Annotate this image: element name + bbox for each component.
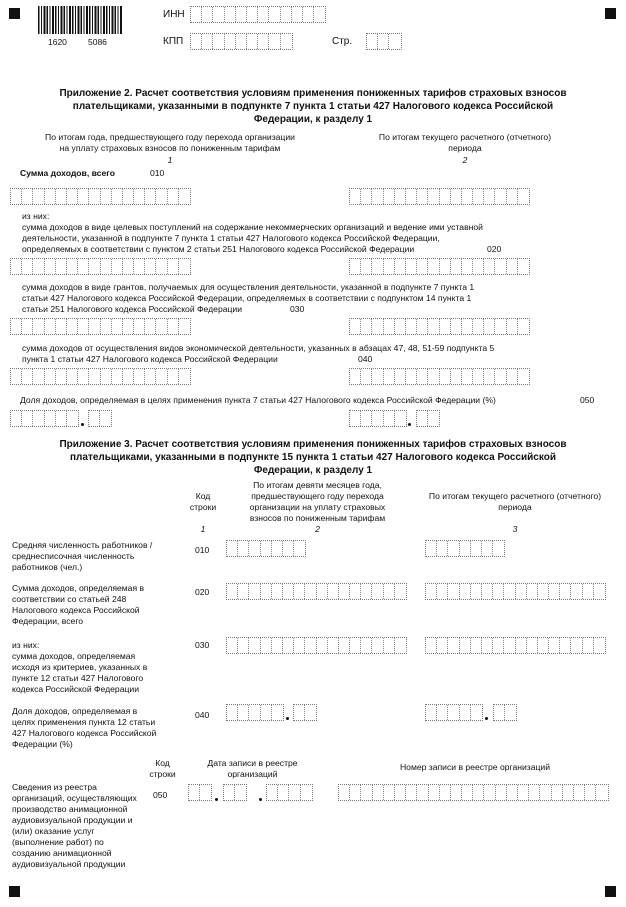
corner-marker-bottom-left (9, 886, 20, 897)
app3-reg-date-header-line1: Дата записи в реестре (207, 758, 298, 768)
app3-reg-code-header-line1: Код (155, 758, 170, 768)
kpp-field[interactable] (190, 33, 293, 50)
app3-r010-col2-field[interactable] (226, 540, 306, 557)
app3-r030-line4: пункте 12 статьи 427 Налогового (12, 673, 144, 683)
app3-col2-number: 2 (315, 524, 320, 534)
app3-r050-line6: (выполнение работ) по (12, 837, 104, 847)
app3-col2-header-line3: организации на уплату страховых (249, 502, 386, 512)
app3-col3-header-line1: По итогам текущего расчетного (отчетного) (428, 491, 602, 501)
app3-r040-col3-int-field[interactable] (425, 704, 483, 721)
app2-r030-col2-field[interactable] (349, 318, 530, 335)
app3-col2-header-line2: предшествующего году перехода (251, 491, 384, 501)
app3-r010-code: 010 (195, 545, 210, 555)
app3-title-line3: Федерации, к разделу 1 (253, 465, 373, 476)
app2-r010-code: 010 (150, 168, 165, 178)
app2-r040-line2: пункта 1 статьи 427 Налогового кодекса Российской Федерации (22, 354, 278, 364)
app3-r030-col2-field[interactable] (226, 637, 407, 654)
app3-r020-line3: Налогового кодекса Российской (12, 605, 140, 615)
corner-marker-top-left (9, 8, 20, 19)
app3-r030-line1: из них: (12, 640, 40, 650)
app3-r010-line1: Средняя численность работников / (12, 540, 153, 550)
barcode-number-left: 1620 (48, 37, 67, 47)
app3-code-header-line1: Код (195, 491, 211, 501)
app3-r050-line1: Сведения из реестра (12, 782, 97, 792)
app3-r010-line2: среднесписочная численность (12, 551, 135, 561)
app3-r040-col2-int-field[interactable] (226, 704, 284, 721)
app2-r050-code: 050 (580, 395, 595, 405)
app3-r040-col2-frac-field[interactable] (293, 704, 317, 721)
app2-r050-col1-int-field[interactable] (10, 410, 79, 427)
app2-r030-line1: сумма доходов в виде грантов, получаемых для осуществления деятельности, указанной в подпункте 7 пункта 1 (22, 282, 475, 292)
app3-code-header-line2: строки (189, 502, 217, 512)
app3-r030-line3: исходя из критериев, указанных в (12, 662, 148, 672)
app3-r030-col3-field[interactable] (425, 637, 606, 654)
app3-r050-code: 050 (153, 790, 168, 800)
app2-r030-line3: статьи 251 Налогового кодекса Российской Федерации (22, 304, 243, 314)
corner-marker-top-right (605, 8, 616, 19)
app3-r020-col2-field[interactable] (226, 583, 407, 600)
app2-r020-line2: деятельности, указанной в подпункте 7 пункта 1 статьи 427 Налогового кодекса Российской Федерации, (22, 233, 440, 243)
app3-reg-number-header: Номер записи в реестре организаций (399, 762, 551, 772)
page-number-field[interactable] (366, 33, 402, 50)
app2-r050-label: Доля доходов, определяемая в целях применения пункта 7 статьи 427 Налогового кодекса Российской Федерации (%) (20, 395, 496, 405)
app2-col1-number: 1 (167, 155, 173, 165)
app2-title-line1: Приложение 2. Расчет соответствия условиям применения пониженных тарифов страховых взносов (59, 88, 567, 99)
app2-r040-col1-field[interactable] (10, 368, 191, 385)
app3-r050-line7: созданию анимационной (12, 848, 112, 858)
app3-r040-col3-frac-field[interactable] (493, 704, 517, 721)
app3-r010-col3-field[interactable] (425, 540, 505, 557)
app3-r040-line2: целях применения пункта 12 статьи (12, 717, 156, 727)
decimal-point (286, 717, 289, 720)
decimal-point (81, 423, 84, 426)
decimal-point (485, 717, 488, 720)
app3-code-number: 1 (200, 524, 206, 534)
app2-r030-code: 030 (290, 304, 305, 314)
app3-r050-line4: аудиовизуальной продукции и (12, 815, 133, 825)
app3-r050-date-day-field[interactable] (188, 784, 212, 801)
date-separator (215, 798, 218, 801)
app3-r020-col3-field[interactable] (425, 583, 606, 600)
app2-col2-header-line2: периода (448, 143, 482, 153)
app2-col1-header-line2: на уплату страховых взносов по пониженным тарифам (59, 143, 281, 153)
app2-col2-header-line1: По итогам текущего расчетного (отчетного) (378, 132, 552, 142)
app2-col1-header-line1: По итогам года, предшествующего году перехода организации (45, 132, 295, 142)
app3-r020-code: 020 (195, 587, 210, 597)
app2-r050-col1-frac-field[interactable] (88, 410, 112, 427)
app2-title-line2: плательщиками, указанными в подпункте 7 пункта 1 статьи 427 Налогового кодекса Российской (72, 101, 554, 112)
app3-r020-line4: Федерации, всего (12, 616, 84, 626)
app3-r020-line2: соответствии со статьей 248 (12, 594, 127, 604)
corner-marker-bottom-right (605, 886, 616, 897)
app3-r050-date-year-field[interactable] (266, 784, 313, 801)
app3-r040-line3: 427 Налогового кодекса Российской (12, 728, 157, 738)
app3-r030-line5: кодекса Российской Федерации (12, 684, 140, 694)
app2-r030-col1-field[interactable] (10, 318, 191, 335)
page-label: Стр. (332, 36, 353, 47)
app2-r040-line1: сумма доходов от осуществления видов экономической деятельности, указанных в абзацах 47, 48, 51-59 подпункта 5 (22, 343, 495, 353)
app3-r050-line3: производство анимационной (12, 804, 128, 814)
app2-r050-col2-frac-field[interactable] (416, 410, 440, 427)
app3-r010-line3: работников (чел.) (12, 562, 83, 572)
app3-title-line1: Приложение 3. Расчет соответствия условиям применения пониженных тарифов страховых взносов (59, 439, 567, 450)
app2-r020-code: 020 (487, 244, 502, 254)
app3-reg-date-header-line2: организаций (227, 769, 278, 779)
app2-col2-number: 2 (462, 155, 468, 165)
app2-r020-line1: сумма доходов в виде целевых поступлений на содержание некоммерческих организаций и ведение ими уставной (22, 222, 483, 232)
app3-r040-line4: Федерации (%) (12, 739, 73, 749)
app3-title-line2: плательщиками, указанными в подпункте 15 пункта 1 статьи 427 Налогового кодекса Российской (70, 452, 556, 463)
app3-col3-header-line2: периода (498, 502, 532, 512)
app2-r040-col2-field[interactable] (349, 368, 530, 385)
app3-col2-header-line1: По итогам девяти месяцев года, (253, 480, 382, 490)
app2-of-which-label: из них: (22, 211, 50, 221)
app3-r050-date-month-field[interactable] (223, 784, 247, 801)
barcode-number-right: 5086 (88, 37, 107, 47)
app3-r040-line1: Доля доходов, определяемая в (12, 706, 138, 716)
app3-r040-code: 040 (195, 710, 210, 720)
app2-r040-code: 040 (358, 354, 373, 364)
kpp-label: КПП (163, 36, 184, 47)
app3-r030-line2: сумма доходов, определяемая (12, 651, 136, 661)
inn-label: ИНН (163, 9, 185, 20)
app2-r020-col1-field[interactable] (10, 258, 191, 275)
app2-r020-line3: определяемых в соответствии с пунктом 2 статьи 251 Налогового кодекса Российской Федерации (22, 244, 415, 254)
app2-r010-label: Сумма доходов, всего (20, 168, 115, 178)
app3-r050-register-number-field[interactable] (338, 784, 609, 801)
app2-title-line3: Федерации, к разделу 1 (253, 114, 373, 125)
app2-r050-col2-int-field[interactable] (349, 410, 407, 427)
app3-col2-header-line4: взносов по пониженным тарифам (249, 513, 386, 523)
app3-reg-code-header-line2: строки (149, 769, 176, 779)
app2-r030-line2: статьи 427 Налогового кодекса Российской Федерации, определяемых в соответствии с подпунктом 14 пункта 1 (22, 293, 472, 303)
app3-r050-line2: организаций, осуществляющих (12, 793, 137, 803)
app3-r030-code: 030 (195, 640, 210, 650)
app3-r050-line5: (или) оказание услуг (12, 826, 95, 836)
app2-r020-col2-field[interactable] (349, 258, 530, 275)
decimal-point (408, 423, 411, 426)
app3-col3-number: 3 (512, 524, 518, 534)
app3-r020-line1: Сумма доходов, определяемая в (12, 583, 145, 593)
app3-r050-line8: аудиовизуальной продукции (12, 859, 126, 869)
inn-field[interactable] (190, 6, 326, 23)
date-separator (259, 798, 262, 801)
barcode (38, 6, 123, 34)
app2-r010-col2-field[interactable] (349, 188, 530, 205)
app2-r010-col1-field[interactable] (10, 188, 191, 205)
